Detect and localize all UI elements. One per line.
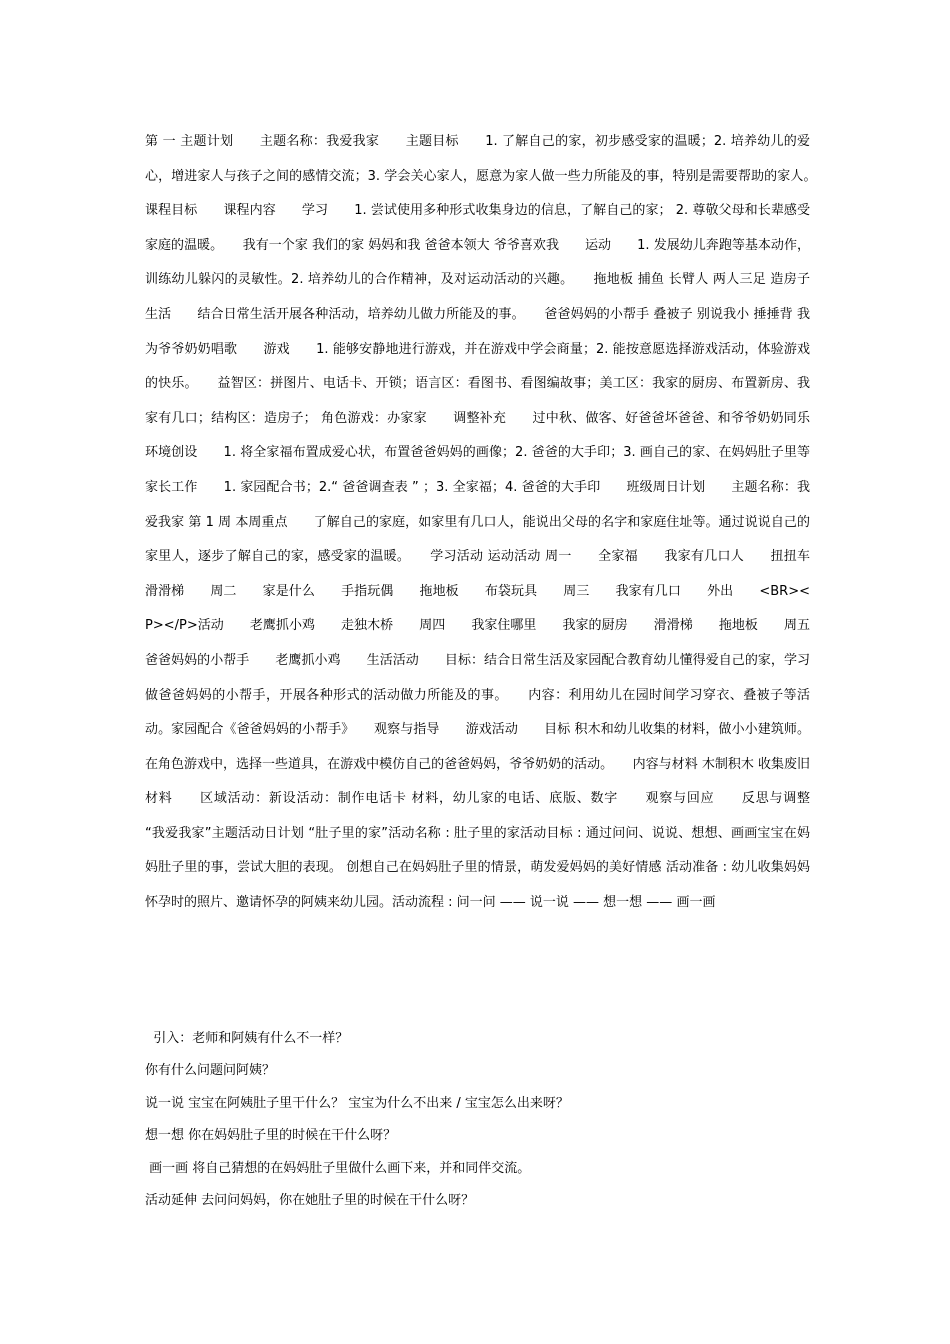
theme-plan-body-text: 第 一 主题计划 主题名称：我爱我家 主题目标 1. 了解自己的家，初步感受家的温暖；2. 培养幼儿的爱心，增进家人与孩子之间的感情交流；3. 学会关心家人，愿意为家人做一些力所能及的事，特别是需要帮助的家人。 课程目标 课程内容 学习 1. 尝试使用多种形式收集身边的信息，了解自己的家； 2. 尊敬父母和长辈感受家庭的温暖。 我有一个家 我们的家 妈妈和我 爸爸本领大 爷爷喜欢我 运动 1. 发展幼儿奔跑等基本动作，训练幼儿躲闪的灵敏性。2. 培养幼儿的合作精神，及对运动活动的兴趣。 拖地板 捕鱼 长臂人 两人三足 造房子 生活 结合日常生活开展各种活动，培养幼儿做力所能及的事。 爸爸妈妈的小帮手 叠被子 别说我小 捶捶背 我为爷爷奶奶唱歌 游戏 1. 能够安静地进行游戏，并在游戏中学会商量；2. 能按意愿选择游戏活动，体验游戏的快乐。 益智区：拼图片、电话卡、开锁；语言区：看图书、看图编故事；美工区：我家的厨房、布置新房、我家有几口；结构区：造房子； 角色游戏：办家家 调整补充 过中秋、做客、好爸爸坏爸爸、和爷爷奶奶同乐 环境创设 1. 将全家福布置成爱心状，布置爸爸妈妈的画像；2. 爸爸的大手印；3. 画自己的家、在妈妈肚子里等 家长工作 1. 家园配合书；2.“ 爸爸调查表 ” ；3. 全家福；4. 爸爸的大手印 班级周日计划 主题名称：我爱我家 第 1 周 本周重点 了解自己的家庭，如家里有几口人，能说出父母的名字和家庭住址等。通过说说自己的家里人，逐步了解自己的家，感受家的温暖。 学习活动 运动活动 周一 全家福 我家有几口人 扭扭车 滑滑梯 周二 家是什么 手指玩偶 拖地板 布袋玩具 周三 我家有几口 外出 <BR><P></P>活动 老鹰抓小鸡 走独木桥 周四 我家住哪里 我家的厨房 滑滑梯 拖地板 周五 爸爸妈妈的小帮手 老鹰抓小鸡 生活活动 目标：结合日常生活及家园配合教育幼儿懂得爱自己的家，学习做爸爸妈妈的小帮手，开展各种形式的活动做力所能及的事。 内容：利用幼儿在园时间学习穿衣、叠被子等活动。家园配合《爸爸妈妈的小帮手》 观察与指导 游戏活动 目标 积木和幼儿收集的材料，做小小建筑师。在角色游戏中，选择一些道具，在游戏中模仿自己的爸爸妈妈，爷爷奶奶的活动。 内容与材料 木制积木 收集废旧材料 区域活动：新设活动：制作电话卡 材料，幼儿家的电话、底版、数字 观察与回应 反思与调整 “我爱我家”主题活动日计划 “肚子里的家”活动名称 : 肚子里的家活动目标 : 通过问问、说说、想想、画画宝宝在妈妈肚子里的事，尝试大胆的表现。 创想自己在妈妈肚子里的情景，萌发爱妈妈的美好情感 活动准备 : 幼儿收集妈妈怀孕时的照片、邀请怀孕的阿姨来幼儿园。活动流程 : 问一问 —— 说一说 —— 想一想 —— 画一画 — [145, 134, 837, 911]
text-line-extension: 活动延伸 去问问妈妈，你在她肚子里的时候在干什么呀？ — [145, 1193, 475, 1209]
text-line-question: 你有什么问题问阿姨？ — [145, 1063, 276, 1079]
text-line-think: 想一想 你在妈妈肚子里的时候在干什么呀？ — [145, 1128, 397, 1144]
activity-flow-lines — [145, 1023, 825, 1217]
text-line-draw: 画一画 将自己猜想的在妈妈肚子里做什么画下来，并和同伴交流。 — [145, 1160, 531, 1176]
text-line-say: 说一说 宝宝在阿姨肚子里干什么？ 宝宝为什么不出来 / 宝宝怎么出来呀？ — [145, 1095, 569, 1111]
text-line-intro: 引入：老师和阿姨有什么不一样？ — [145, 1031, 349, 1046]
